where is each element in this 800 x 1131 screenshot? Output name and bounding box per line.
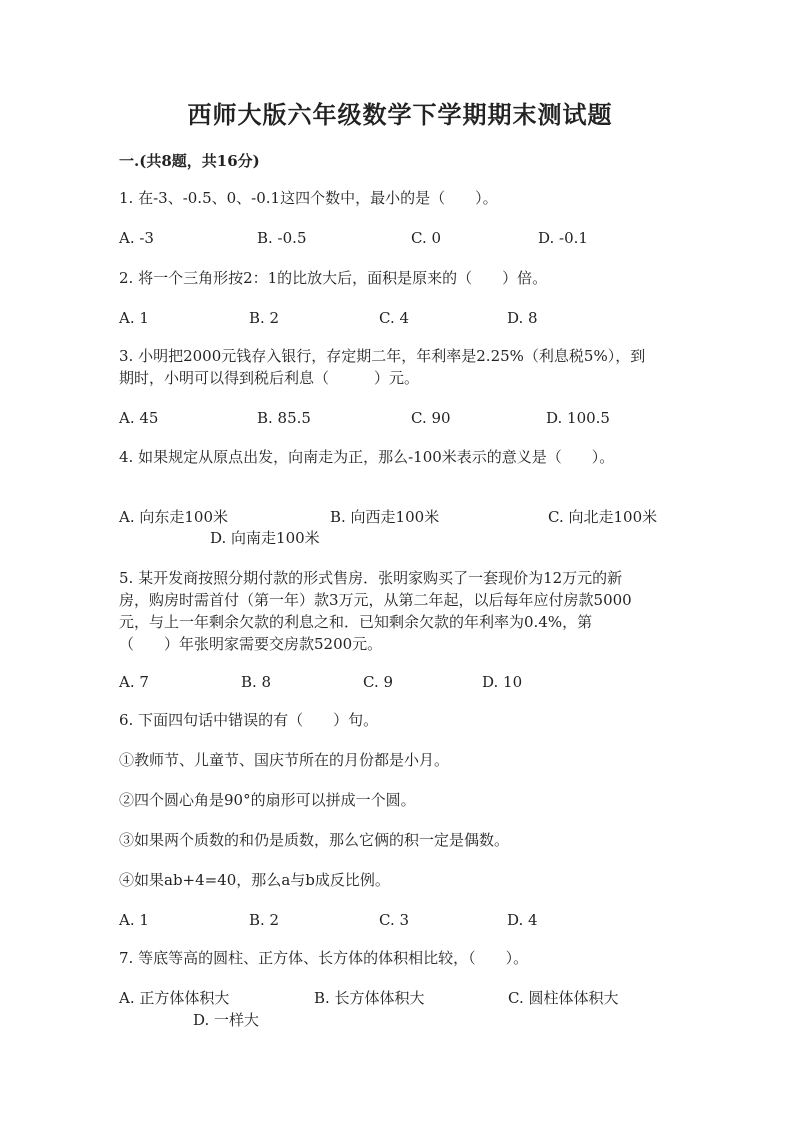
question-6-statement-4: ④如果ab+4=40，那么a与b成反比例。 (119, 871, 390, 889)
question-2-option-a: A. 1 (119, 309, 149, 327)
question-6-stem: 6. 下面四句话中错误的有（ ）句。 (119, 711, 379, 729)
question-5-option-c: C. 9 (363, 673, 394, 691)
question-4-option-a: A. 向东走100米 (119, 508, 228, 526)
question-7-stem: 7. 等底等高的圆柱、正方体、长方体的体积相比较，（ ）。 (119, 949, 529, 967)
question-3-stem-line-2: 期时，小明可以得到税后利息（ ）元。 (119, 369, 420, 387)
question-6-option-a: A. 1 (119, 911, 149, 929)
question-5-option-b: B. 8 (241, 673, 272, 691)
page-title: 西师大版六年级数学下学期期末测试题 (187, 100, 613, 129)
question-7-option-c: C. 圆柱体体积大 (508, 989, 619, 1007)
question-5-stem-line-1: 5. 某开发商按照分期付款的形式售房．张明家购买了一套现价为12万元的新 (119, 569, 623, 587)
question-3-option-a: A. 45 (119, 409, 159, 427)
question-5-stem-line-3: 元，与上一年剩余欠款的利息之和．已知剩余欠款的年利率为0.4%，第 (119, 613, 593, 631)
question-5-stem-line-4: （ ）年张明家需要交房款5200元。 (119, 635, 383, 653)
question-6-statement-3: ③如果两个质数的和仍是质数，那么它俩的积一定是偶数。 (119, 831, 510, 849)
question-6-option-c: C. 3 (379, 911, 410, 929)
question-2-option-d: D. 8 (507, 309, 538, 327)
question-4-stem: 4. 如果规定从原点出发，向南走为正，那么-100米表示的意义是（ ）。 (119, 448, 615, 466)
question-4-option-d: D. 向南走100米 (210, 529, 320, 547)
question-3-option-d: D. 100.5 (546, 409, 610, 427)
question-7-option-b: B. 长方体体积大 (314, 989, 425, 1007)
question-5-option-a: A. 7 (119, 673, 149, 691)
question-3-stem-line-1: 3. 小明把2000元钱存入银行，存定期二年，年利率是2.25%（利息税5%），到 (119, 347, 646, 365)
question-1-option-b: B. -0.5 (257, 229, 307, 247)
question-6-statement-2: ②四个圆心角是90°的扇形可以拼成一个圆。 (119, 791, 416, 809)
question-4-option-c: C. 向北走100米 (548, 508, 658, 526)
question-4-option-b: B. 向西走100米 (330, 508, 440, 526)
question-7-option-a: A. 正方体体积大 (119, 989, 230, 1007)
question-6-option-d: D. 4 (507, 911, 538, 929)
question-5-stem-line-2: 房，购房时需首付（第一年）款3万元，从第二年起，以后每年应付房款5000 (119, 591, 632, 609)
question-2-option-c: C. 4 (379, 309, 410, 327)
question-3-option-c: C. 90 (411, 409, 451, 427)
question-1-option-c: C. 0 (411, 229, 442, 247)
question-1-option-d: D. -0.1 (538, 229, 588, 247)
question-3-option-b: B. 85.5 (257, 409, 311, 427)
question-1-stem: 1. 在-3、-0.5、0、-0.1这四个数中，最小的是（ ）。 (119, 189, 498, 207)
question-2-option-b: B. 2 (249, 309, 280, 327)
question-7-option-d: D. 一样大 (193, 1011, 260, 1029)
question-1-option-a: A. -3 (119, 229, 154, 247)
question-2-stem: 2. 将一个三角形按2：1的比放大后，面积是原来的（ ）倍。 (119, 269, 548, 287)
question-6-option-b: B. 2 (249, 911, 280, 929)
section-heading: 一.(共8题，共16分) (119, 152, 260, 170)
question-6-statement-1: ①教师节、儿童节、国庆节所在的月份都是小月。 (119, 751, 450, 769)
question-5-option-d: D. 10 (482, 673, 523, 691)
